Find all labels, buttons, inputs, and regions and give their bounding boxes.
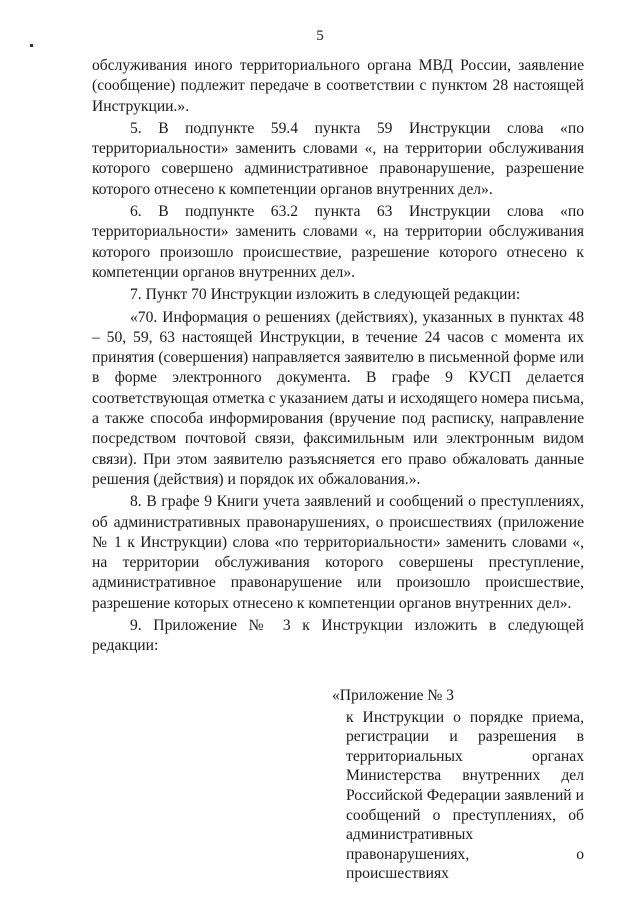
page-number: 5 [316, 28, 324, 44]
appendix-subtitle: к Инструкции о порядке приема, регистрации и разрешения в территориальных органах Министерства внутренних дел Российской Федерации заявлений и сообщений о преступлениях, об административных правонарушениях, о происшествиях [346, 708, 584, 883]
paragraph-item-7: 7. Пункт 70 Инструкции изложить в следующей редакции: [130, 286, 521, 304]
appendix-heading-block [332, 686, 584, 884]
paragraph-item-8: 8. В графе 9 Книги учета заявлений и сообщений о преступлениях, об административных правонарушениях, о происшествиях (приложение № 1 к Инструкции) слова «по территориальности» заменить словами «, на территории обслуживания которого совершены преступление, административное правонарушение или произошло происшествие, разрешение которых отнесено к компетенции органов внутренних дел». [92, 493, 584, 612]
document-body [92, 56, 584, 659]
paragraph-item-5: 5. В подпункте 59.4 пункта 59 Инструкции слова «по территориальности» заменить словами «, на территории обслуживания которого совершено административное правонарушение, разрешение которого отнесено к компетенции органов внутренних дел». [92, 119, 584, 198]
paragraph-continuation: обслуживания иного территориального органа МВД России, заявление (сообщение) подлежит передаче в соответствии с пунктом 28 настоящей Инструкции.». [92, 57, 584, 115]
paragraph-item-9: 9. Приложение № 3 к Инструкции изложить в следующей редакции: [92, 617, 584, 655]
paragraph-item-6: 6. В подпункте 63.2 пункта 63 Инструкции слова «по территориальности» заменить словами «, на территории обслуживания которого произошло происшествие, разрешение которого отнесено к компетенции органов внутренних дел». [92, 203, 584, 281]
paragraph-item-70-quote: «70. Информация о решениях (действиях), указанных в пунктах 48 – 50, 59, 63 настоящей Инструкции, в течение 24 часов с момента их принятия (совершения) направляется заявителю в письменной форме или в форме электронного документа. В графе 9 КУСП делается соответствующая отметка с указанием даты и исходящего номера письма, а также способа информирования (вручение под расписку, направление посредством почтовой связи, факсимильным или электронным видом связи). При этом заявителю разъясняется его право обжаловать данные решения (действия) и порядок их обжалования.». [92, 308, 584, 488]
appendix-title: «Приложение № 3 [332, 687, 454, 704]
